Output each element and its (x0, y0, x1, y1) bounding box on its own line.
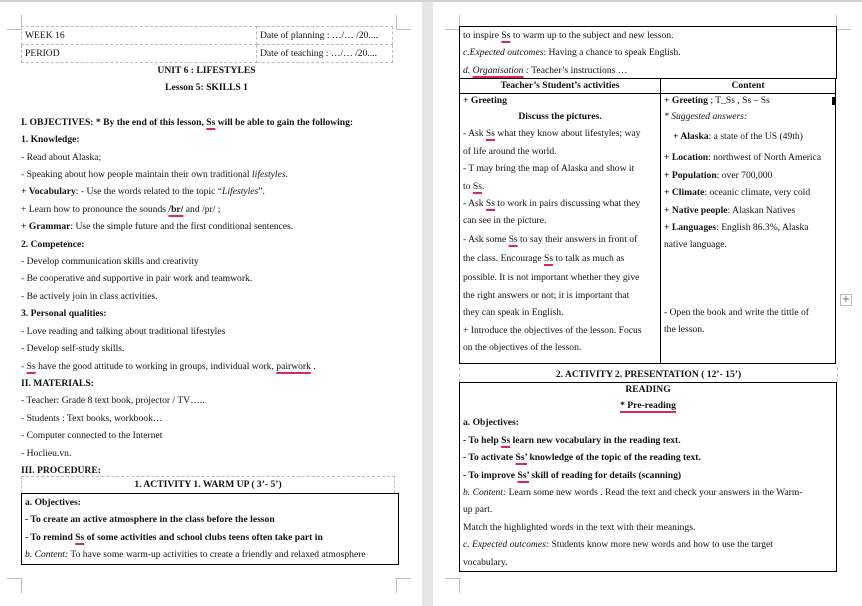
margin-corner-mark (445, 15, 460, 30)
table-row-end-marker (832, 97, 835, 105)
column-header-content: Content (661, 79, 836, 94)
content-line: Match the highlighted words in the text with their meanings. (463, 521, 696, 533)
reading-heading: READING (625, 384, 671, 395)
activity-line: - T may bring the map of Alaska and show it (463, 163, 635, 175)
content-line: native language. (664, 239, 727, 251)
prereading-heading: * Pre-reading (620, 400, 676, 411)
competence-item: - Develop communication skills and creativity (21, 256, 199, 268)
materials-item: - Hoclieu.vn. (21, 447, 72, 459)
pronunciation-item: + Learn how to pronounce the sounds /br/ and /pr/ ; (21, 203, 221, 215)
materials-item: - Computer connected to the Internet (21, 430, 163, 442)
document-page-2 (433, 2, 862, 606)
unit-title: UNIT 6 : LIFESTYLES (157, 65, 256, 76)
materials-heading: II. MATERIALS: (21, 377, 94, 389)
activity2-box (459, 382, 837, 572)
expected-outcomes-line: c.Expected outcomes: Having a chance to speak English. (463, 47, 681, 59)
inspire-line: to inspire Ss to warm up to the subject and new lesson. (463, 30, 674, 41)
discuss-heading: Discuss the pictures. (518, 111, 602, 122)
margin-corner-mark (396, 15, 411, 30)
date-planning-cell[interactable]: Date of planning : …/… /20.... (257, 27, 393, 45)
spellcheck-mark[interactable]: Ss (26, 360, 36, 372)
suggested-answers-label: * Suggested answers: (664, 111, 748, 122)
objective-item: - To improve Ss’ skill of reading for details (scanning) (463, 469, 682, 481)
margin-corner-mark (445, 578, 460, 593)
activity-line: can see in the picture. (463, 215, 547, 227)
objective-item: - To remind Ss of some activities and school clubs teens often take part in (25, 531, 323, 543)
content-line: the lesson. (664, 324, 705, 336)
spellcheck-mark[interactable]: Ss (206, 116, 216, 128)
spellcheck-mark[interactable]: Ss (501, 30, 511, 41)
spellcheck-mark[interactable]: Organisation (472, 64, 524, 76)
content-line: + Alaska: a state of the US (49th) (673, 131, 803, 143)
competence-item: - Be actively join in class activities. (21, 290, 158, 302)
activity-line: the right answers or not; it is important that (463, 289, 630, 301)
header-table (21, 26, 393, 63)
activity-line: the class. Encourage Ss to talk as much as (463, 252, 625, 264)
content-line: + Languages: English 86.3%, Alaska (664, 222, 809, 234)
objectives-label: a. Objectives: (25, 497, 81, 508)
activities-table (459, 78, 836, 364)
greeting-label: + Greeting (463, 95, 507, 106)
knowledge-heading: 1. Knowledge: (21, 134, 80, 146)
activity-line: possible. It is not important whether they give (463, 271, 640, 283)
content-line: + Location: northwest of North America (664, 152, 822, 164)
activity-line: on the objectives of the lesson. (463, 342, 582, 354)
activity-line: to Ss. (463, 180, 485, 192)
lesson-title: Lesson 5: SKILLS 1 (165, 82, 248, 94)
content-line: up part. (463, 504, 493, 516)
objectives-label: a. Objectives: (463, 417, 519, 429)
period-cell[interactable]: PERIOD (22, 45, 257, 63)
content-line: b. Content: To have some warm-up activities to create a friendly and relaxed atmosphere (25, 549, 366, 561)
content-line: + Population: over 700,000 (664, 169, 773, 181)
qualities-item: - Ss have the good attitude to working in groups, individual work, pairwork . (21, 360, 316, 372)
margin-corner-mark (836, 15, 851, 30)
activity1-box (21, 493, 399, 565)
objectives-heading: I. OBJECTIVES: * By the end of this lesson, Ss will be able to gain the following: (21, 116, 354, 128)
qualities-heading: 3. Personal qualities: (21, 308, 107, 320)
knowledge-item: - Read about Alaska; (21, 151, 102, 163)
vocabulary-item: + Vocabulary: - Use the words related to the topic “Lifestyles”. (21, 186, 265, 198)
grammar-item: + Grammar: Use the simple future and the first conditional sentences. (21, 221, 294, 233)
content-line: - Open the book and write the tittle of (664, 306, 809, 318)
date-teaching-cell[interactable]: Date of teaching : …/… /20.... (257, 45, 393, 63)
activity-line: they can speak in English. (463, 307, 564, 319)
content-line: + Native people: Alaskan Natives (664, 204, 796, 216)
procedure-heading: III. PROCEDURE: (21, 464, 101, 476)
outcomes-line: c. Expected outcomes: Students know more new words and how to use the target (463, 539, 773, 551)
page1-body (21, 62, 396, 479)
objective-item: - To activate Ss’ knowledge of the topic of the reading text. (463, 452, 701, 464)
competence-heading: 2. Competence: (21, 238, 85, 250)
margin-corner-mark (396, 578, 411, 593)
content-line: + Climate: oceanic climate, very cold (664, 187, 811, 199)
add-table-row-icon[interactable]: + (841, 294, 851, 305)
activities-cell[interactable] (460, 94, 661, 364)
knowledge-item: - Speaking about how people maintain their own traditional lifestyles. (21, 169, 288, 181)
content-line: + Greeting ; T_Ss , Ss – Ss (664, 95, 770, 106)
spellcheck-mark[interactable]: /br/ (168, 203, 184, 215)
activity1-continuation (459, 26, 837, 79)
activity2-title: 2. ACTIVITY 2. PRESENTATION ( 12’- 15’) (459, 368, 838, 382)
column-header-activities: Teacher’s Student’s activities (460, 79, 661, 94)
spellcheck-mark[interactable]: pairwork (276, 360, 311, 372)
margin-corner-mark (7, 578, 22, 593)
activity-line: of life around the world. (463, 145, 557, 157)
activity-line: - Ask some Ss to say their answers in front of (463, 233, 638, 245)
activity-line: + Introduce the objectives of the lesson. Focus (463, 324, 642, 336)
objective-item: - To help Ss learn new vocabulary in the reading text. (463, 434, 681, 446)
week-cell[interactable]: WEEK 16 (22, 27, 257, 45)
outcomes-line: vocabulary. (463, 556, 508, 568)
activity1-title: 1. ACTIVITY 1. WARM UP ( 3’- 5’) (21, 476, 395, 493)
materials-item: - Students : Text books, workbook… (21, 412, 163, 424)
activity-line: - Ask Ss to work in pairs discussing what they (463, 198, 641, 210)
competence-item: - Be cooperative and supportive in pair work and teamwork. (21, 273, 253, 285)
activity-line: - Ask Ss what they know about lifestyles; way (463, 128, 641, 140)
content-cell[interactable] (661, 94, 836, 364)
organisation-line: d. Organisation : Teacher’s instructions … (463, 64, 628, 76)
qualities-item: - Love reading and talking about traditional lifestyles (21, 325, 226, 337)
content-line: b. Content: Learn some new words . Read the text and check your answers in the Warm- (463, 487, 803, 499)
materials-item: - Teacher: Grade 8 text book, projector / TV….. (21, 395, 205, 407)
qualities-item: - Develop self-study skills. (21, 343, 125, 355)
objective-item: - To create an active atmosphere in the class before the lesson (25, 514, 275, 526)
spellcheck-mark[interactable]: Ss (75, 531, 85, 543)
document-page-1 (0, 2, 422, 606)
margin-corner-mark (7, 15, 22, 30)
